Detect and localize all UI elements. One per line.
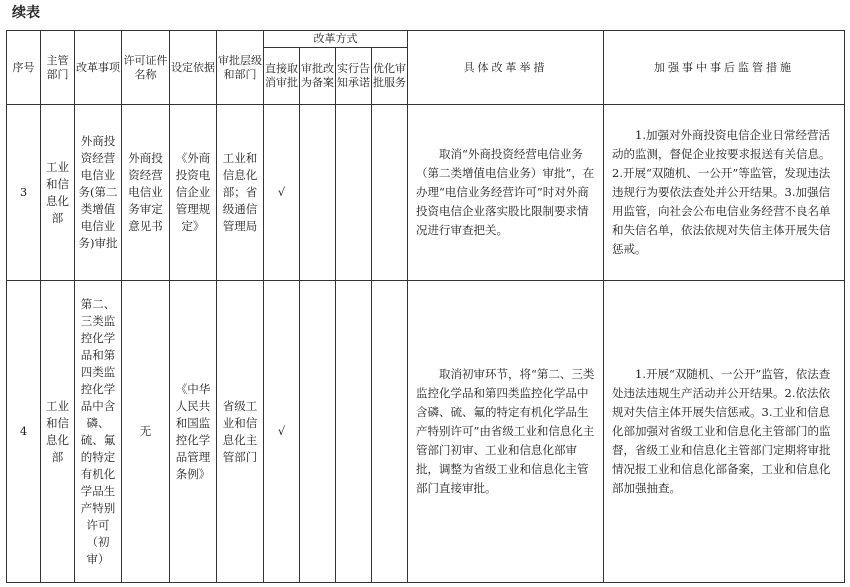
cell-license: 无 [122, 281, 170, 583]
header-method-filing: 审批改为备案 [300, 48, 336, 105]
cell-method-optimize [372, 105, 408, 281]
table-row [7, 105, 845, 281]
header-method-cancel: 直接取消审批 [264, 48, 300, 105]
cell-item: 外商投资经营电信业务(第二类增值电信业务)审批 [75, 105, 122, 281]
header-item: 改革事项 [75, 31, 122, 105]
cell-method-filing [300, 281, 336, 583]
header-supervision: 加强事中事后监管措施 [604, 31, 845, 105]
header-license: 许可证件名称 [122, 31, 170, 105]
cell-supervision: 1.加强对外商投资电信企业日常经营活动的监测，督促企业按要求报送有关信息。2.开展“双随机、一公开”等监管，发现违法违规行为要依法查处并公开结果。3.加强信用监管，向社会公布电信业务经营不良名单和失信名单，依法依规对失信主体开展失信惩戒。 [604, 105, 845, 281]
cell-seq: 4 [7, 281, 41, 583]
cell-measures: 取消初审环节，将“第二、三类监控化学品和第四类监控化学品中含磷、硫、氟的特定有机化学品生产特别许可”由省级工业和信息化主管部门初审、工业和信息化部审批，调整为省级工业和信息化主管部门直接审批。 [408, 281, 604, 583]
header-method-notification: 实行告知承诺 [336, 48, 372, 105]
header-method-optimize: 优化审批服务 [372, 48, 408, 105]
cell-measures: 取消“外商投资经营电信业务（第二类增值电信业务）审批”，在办理“电信业务经营许可”时对外商投资电信企业落实股比限制要求情况进行审查把关。 [408, 105, 604, 281]
cell-level: 工业和信息化部；省级通信管理局 [217, 105, 264, 281]
cell-method-optimize [372, 281, 408, 583]
header-measures: 具体改革举措 [408, 31, 604, 105]
cell-basis: 《外商投资电信企业管理规定》 [170, 105, 217, 281]
reform-table [6, 30, 845, 583]
cell-license: 外商投资经营电信业务审定意见书 [122, 105, 170, 281]
table-row [7, 281, 845, 583]
cell-dept: 工业和信息化部 [41, 281, 75, 583]
cell-method-notification [336, 105, 372, 281]
cell-supervision: 1.开展“双随机、一公开”监管，依法查处违法违规生产活动并公开结果。2.依法依规对失信主体开展失信惩戒。3.工业和信息化部加强对省级工业和信息化主管部门的监督，省级工业和信息化主管部门定期将审批情况报工业和信息化部备案，工业和信息化部加强抽查。 [604, 281, 845, 583]
cell-item: 第二、三类监控化学品和第四类监控化学品中含磷、硫、氟的特定有机化学品生产特别许可（初审） [75, 281, 122, 583]
header-dept: 主管部门 [41, 31, 75, 105]
cell-method-notification [336, 281, 372, 583]
header-basis: 设定依据 [170, 31, 217, 105]
cell-method-cancel: √ [264, 281, 300, 583]
header-seq: 序号 [7, 31, 41, 105]
header-level: 审批层级和部门 [217, 31, 264, 105]
cell-basis: 《中华人民共和国监控化学品管理条例》 [170, 281, 217, 583]
cell-dept: 工业和信息化部 [41, 105, 75, 281]
cell-method-cancel: √ [264, 105, 300, 281]
cell-method-filing [300, 105, 336, 281]
cell-level: 省级工业和信息化主管部门 [217, 281, 264, 583]
table-caption: 续表 [12, 5, 40, 21]
header-methods-group: 改革方式 [264, 31, 408, 48]
cell-seq: 3 [7, 105, 41, 281]
